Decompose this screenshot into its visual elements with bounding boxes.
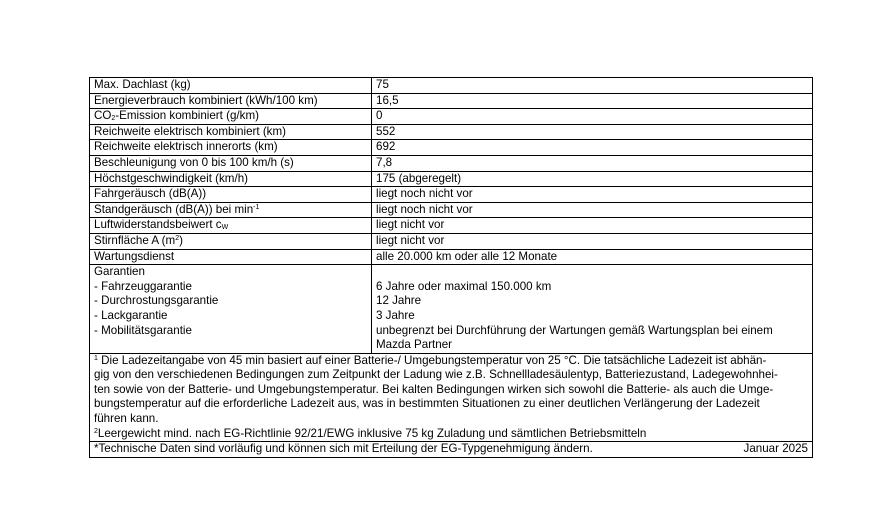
table-row bbox=[90, 218, 813, 234]
table-row bbox=[90, 249, 813, 265]
table-row bbox=[90, 202, 813, 218]
table-row bbox=[90, 233, 813, 249]
garantie-value: 3 Jahre bbox=[376, 308, 415, 322]
row-value: 552 bbox=[372, 124, 813, 140]
garantien-labels bbox=[90, 265, 372, 354]
label-text: Stirnfläche A (m bbox=[94, 233, 176, 247]
table-row bbox=[90, 140, 813, 156]
row-label bbox=[90, 202, 372, 218]
label-text: ) bbox=[179, 233, 183, 247]
garantien-values bbox=[372, 265, 813, 354]
garantie-label: - Durchrostungsgarantie bbox=[94, 294, 219, 308]
footnote-line: bungstemperatur auf die erforderliche Ladezeit aus, was in bestimmten Situationen zu einer deutlichen Verlängerung der Ladezeit bbox=[94, 397, 760, 411]
row-value: liegt noch nicht vor bbox=[372, 187, 813, 203]
disclaimer-row bbox=[90, 442, 813, 458]
footnotes-row bbox=[90, 353, 813, 442]
label-text: CO bbox=[94, 109, 112, 123]
row-label bbox=[90, 109, 372, 125]
label-superscript: 2 bbox=[175, 234, 180, 242]
row-value: alle 20.000 km oder alle 12 Monate bbox=[372, 249, 813, 265]
row-label: Beschleunigung von 0 bis 100 km/h (s) bbox=[90, 155, 372, 171]
row-label: Energieverbrauch kombiniert (kWh/100 km) bbox=[90, 93, 372, 109]
garantie-label: - Fahrzeuggarantie bbox=[94, 279, 192, 293]
row-label: Höchstgeschwindigkeit (km/h) bbox=[90, 171, 372, 187]
label-subscript: W bbox=[221, 224, 229, 232]
footnote-1 bbox=[94, 354, 808, 369]
garantie-value-continued: Mazda Partner bbox=[376, 338, 453, 352]
table-row bbox=[90, 109, 813, 125]
row-value: 7,8 bbox=[372, 155, 813, 171]
garantie-label: - Mobilitätsgarantie bbox=[94, 323, 192, 337]
label-superscript: -1 bbox=[253, 203, 260, 211]
garantien-row bbox=[90, 265, 813, 354]
row-label: Wartungsdienst bbox=[90, 249, 372, 265]
disclaimer bbox=[90, 442, 813, 458]
row-value: 692 bbox=[372, 140, 813, 156]
garantien-heading: Garantien bbox=[94, 265, 145, 279]
footnote-line: führen kann. bbox=[94, 412, 159, 426]
row-label bbox=[90, 218, 372, 234]
garantie-value: unbegrenzt bei Durchführung der Wartungen gemäß Wartungsplan bei einem bbox=[376, 323, 773, 337]
footnotes bbox=[90, 353, 813, 442]
row-label: Fahrgeräusch (dB(A)) bbox=[90, 187, 372, 203]
label-subscript: 2 bbox=[111, 115, 116, 123]
row-label: Reichweite elektrisch innerorts (km) bbox=[90, 140, 372, 156]
label-text: Standgeräusch (dB(A)) bei min bbox=[94, 202, 254, 216]
garantie-value: 12 Jahre bbox=[376, 294, 422, 308]
row-label: Max. Dachlast (kg) bbox=[90, 78, 372, 94]
row-value: 75 bbox=[372, 78, 813, 94]
footnote-line: gig von den verschiedenen Bedingungen zum Zeitpunkt der Ladung wie z.B. Schnellladesäulentyp, Batteriezustand, Ladegewohnhei- bbox=[94, 368, 778, 382]
table-row bbox=[90, 124, 813, 140]
disclaimer-text: *Technische Daten sind vorläufig und können sich mit Erteilung der EG-Typgenehmigung ändern. bbox=[94, 442, 593, 456]
label-text: -Emission kombiniert (g/km) bbox=[115, 109, 259, 123]
spec-table bbox=[89, 77, 813, 458]
row-value: 16,5 bbox=[372, 93, 813, 109]
row-label bbox=[90, 233, 372, 249]
footnote-2 bbox=[94, 427, 808, 442]
footnote-line: ten sowie von der Batterie- und Umgebungstemperatur. Bei kalten Bedingungen wirken sich sowohl die Batterie- als auch die Umge- bbox=[94, 382, 774, 396]
table-row bbox=[90, 78, 813, 94]
footnote-text: Leergewicht mind. nach EG-Richtlinie 92/21/EWG inklusive 75 kg Zuladung und sämtlichen Betriebsmitteln bbox=[97, 426, 647, 440]
label-text: Luftwiderstandsbeiwert c bbox=[94, 218, 222, 232]
table-row bbox=[90, 171, 813, 187]
footnote-mark: 2 bbox=[94, 427, 98, 435]
footnote-mark: 1 bbox=[94, 354, 98, 362]
table-row bbox=[90, 187, 813, 203]
row-value: liegt nicht vor bbox=[372, 218, 813, 234]
row-label: Reichweite elektrisch kombiniert (km) bbox=[90, 124, 372, 140]
garantie-value: 6 Jahre oder maximal 150.000 km bbox=[376, 279, 552, 293]
row-value: 0 bbox=[372, 109, 813, 125]
row-value: liegt nicht vor bbox=[372, 233, 813, 249]
row-value: liegt noch nicht vor bbox=[372, 202, 813, 218]
document-date: Januar 2025 bbox=[743, 442, 808, 456]
row-value: 175 (abgeregelt) bbox=[372, 171, 813, 187]
table-row bbox=[90, 93, 813, 109]
table-row bbox=[90, 155, 813, 171]
garantie-label: - Lackgarantie bbox=[94, 308, 168, 322]
footnote-line: Die Ladezeitangabe von 45 min basiert auf einer Batterie-/ Umgebungstemperatur von 25 °C. Die tatsächliche Ladezeit ist abhän- bbox=[101, 353, 767, 367]
